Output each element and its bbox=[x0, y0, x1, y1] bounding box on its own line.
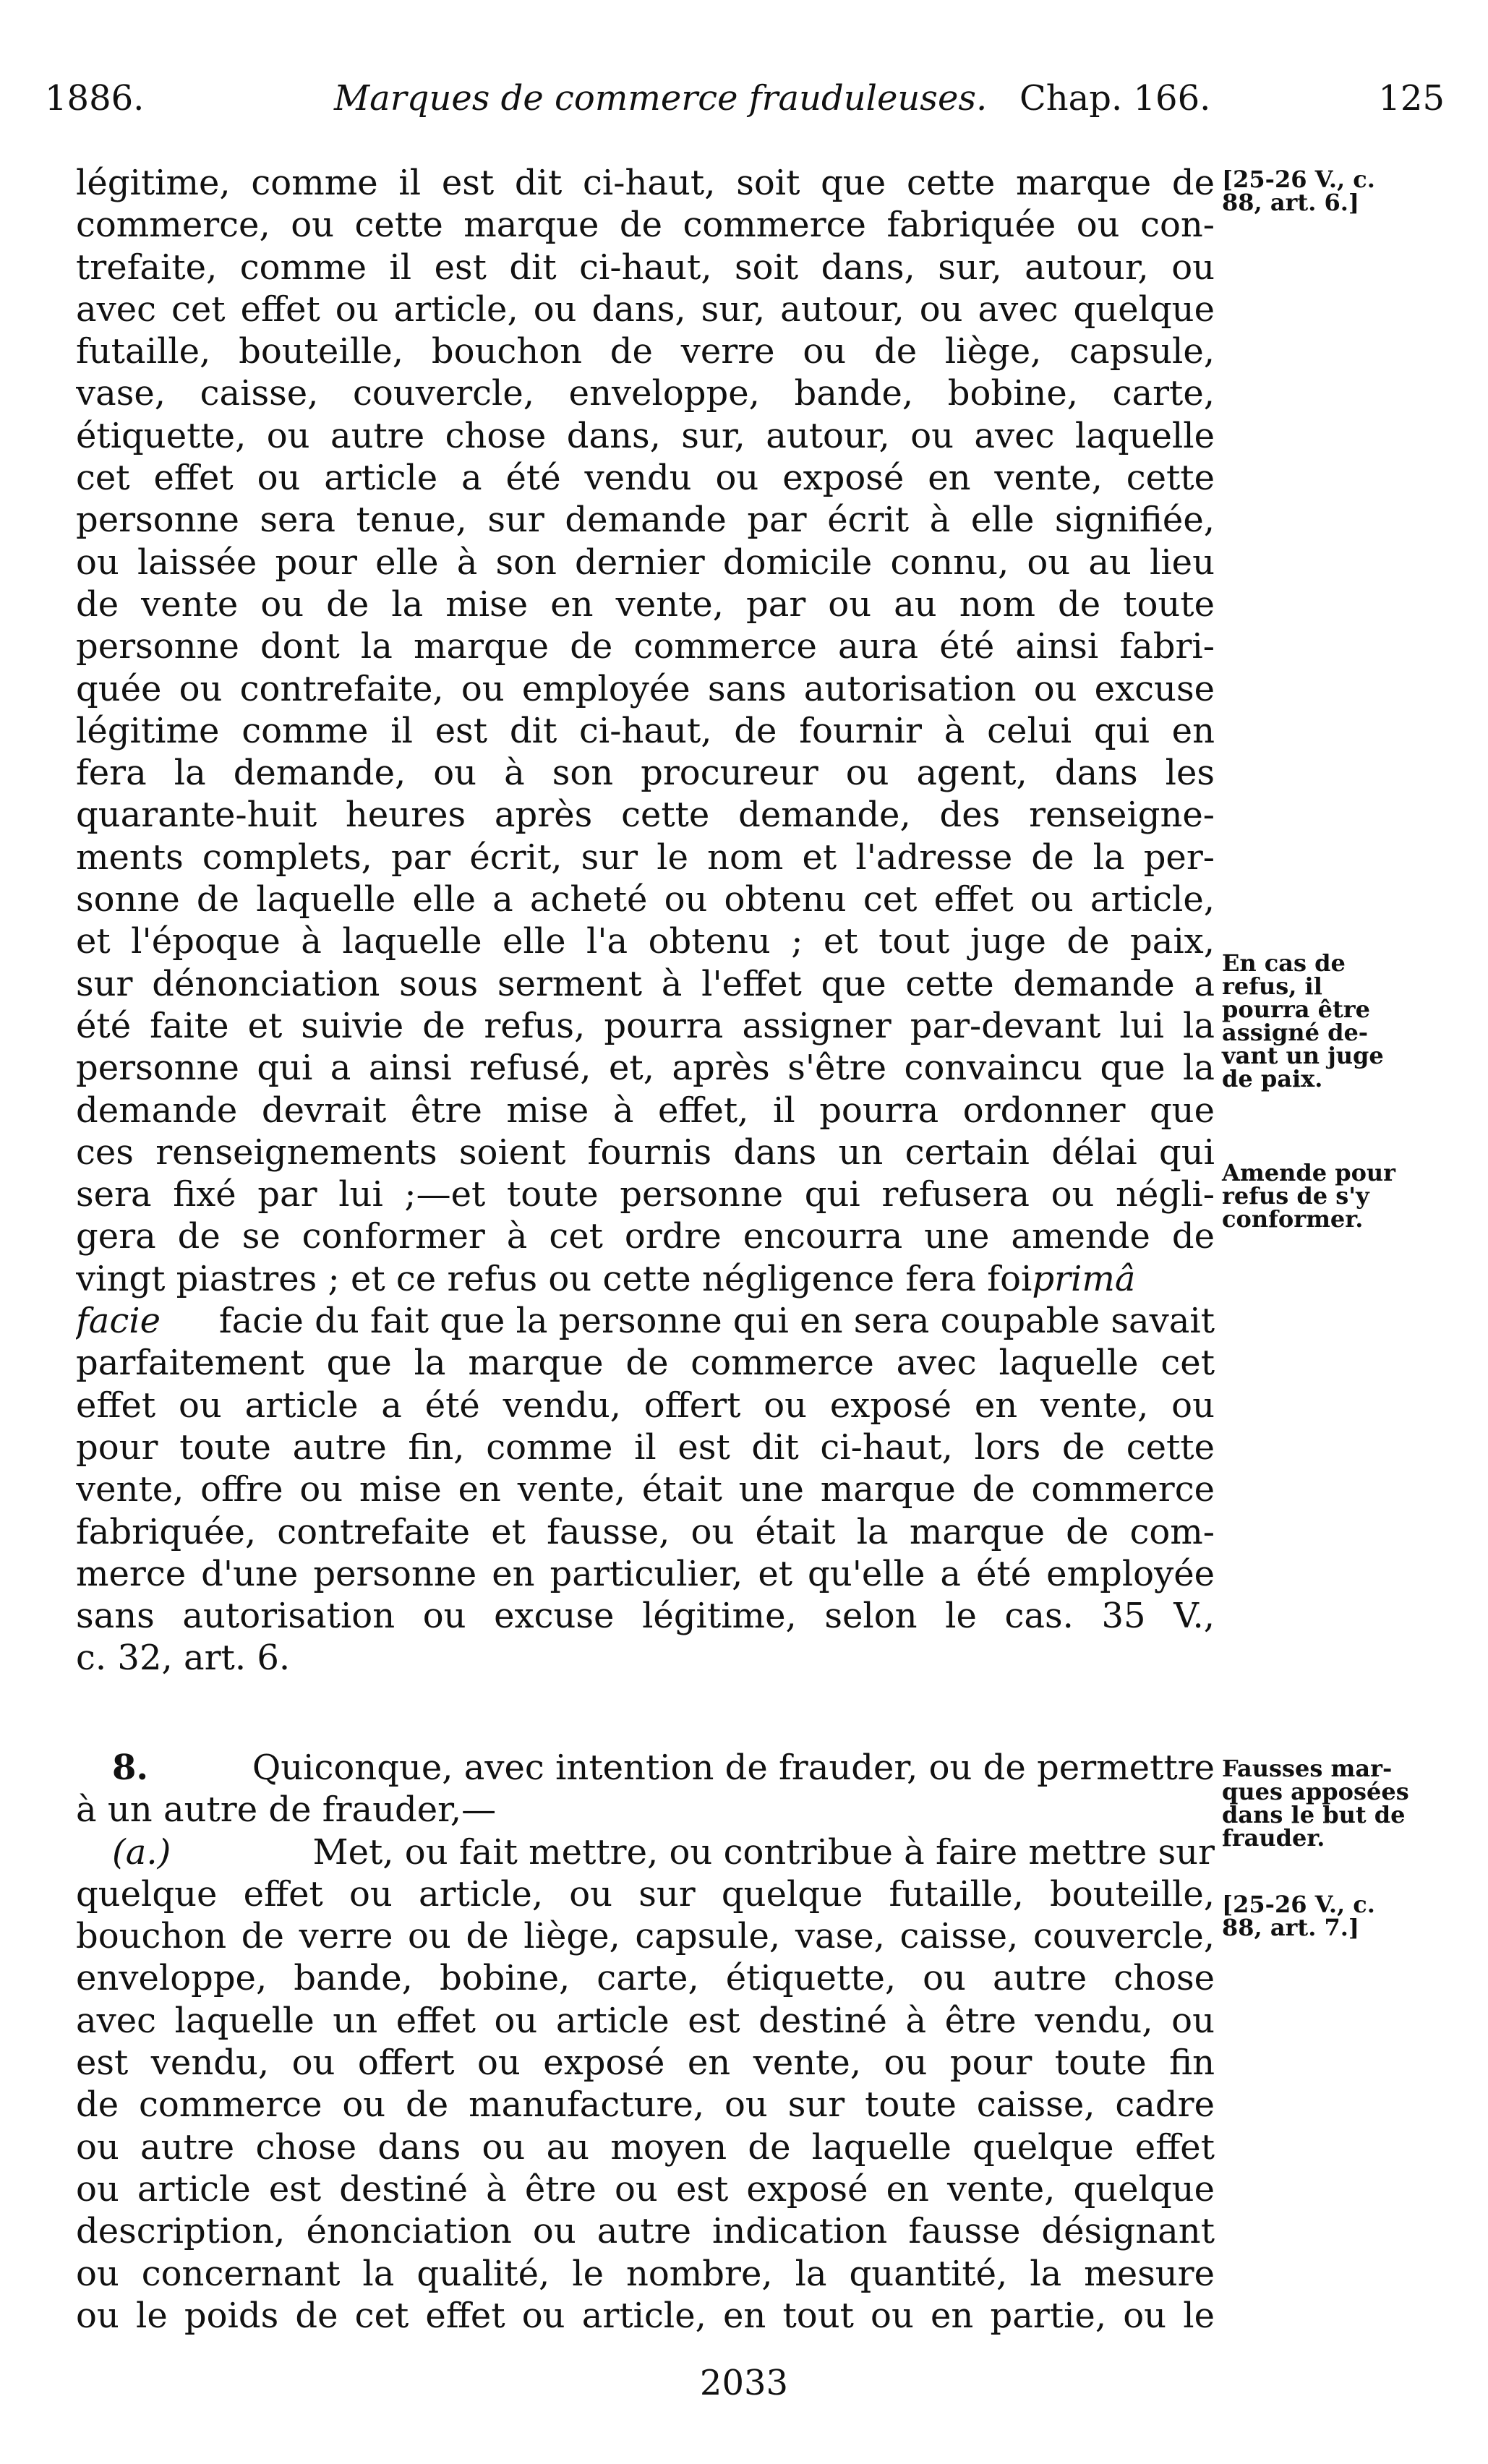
text-line: pour toute autre fin, comme il est dit ci-haut, lors de cette bbox=[76, 1426, 1215, 1468]
margin-note-line: vant un juge bbox=[1222, 1042, 1384, 1069]
text-line: personne sera tenue, sur demande par écrit à elle signifiée, bbox=[76, 500, 1215, 541]
text-line: futaille, bouteille, bouchon de verre ou de liège, capsule, bbox=[76, 331, 1215, 372]
margin-note-line: ques apposées bbox=[1222, 1778, 1409, 1805]
margin-note-line: 88, art. 7.] bbox=[1222, 1914, 1360, 1941]
text-line: c. 32, art. 6. bbox=[76, 1638, 291, 1679]
text-fragment: Met, ou fait mettre, ou contribue à faire mettre sur bbox=[312, 1831, 1215, 1873]
item-marker: (a.) bbox=[112, 1831, 171, 1873]
text-line: enveloppe, bande, bobine, carte, étiquette, ou autre chose bbox=[76, 1958, 1215, 1999]
text-line: de vente ou de la mise en vente, par ou au nom de toute bbox=[76, 583, 1215, 625]
section-opening-line bbox=[76, 1747, 1215, 1789]
margin-note-line: pourra être bbox=[1222, 996, 1370, 1023]
margin-note-citation-art6 bbox=[1222, 168, 1482, 214]
text-line: quée ou contrefaite, ou employée sans autorisation ou excuse bbox=[76, 668, 1215, 709]
margin-note-line: de paix. bbox=[1222, 1065, 1323, 1092]
margin-note-fine bbox=[1222, 1161, 1482, 1231]
text-line: sera fixé par lui ;—et toute personne qui refusera ou négli- bbox=[76, 1174, 1215, 1215]
italic-phrase: facie bbox=[76, 1301, 161, 1342]
text-line: légitime, comme il est dit ci-haut, soit que cette marque de bbox=[76, 163, 1215, 203]
text-line: quarante-huit heures après cette demande, des renseigne- bbox=[76, 795, 1215, 836]
text-line-with-italic bbox=[76, 1300, 1215, 1342]
text-line: merce d'une personne en particulier, et qu'elle a été employée bbox=[76, 1553, 1215, 1594]
text-line: ments complets, par écrit, sur le nom et l'adresse de la per- bbox=[76, 837, 1215, 878]
text-line: gera de se conformer à cet ordre encourra une amende de bbox=[76, 1216, 1215, 1257]
item-line bbox=[76, 1831, 1215, 1873]
text-line: bouchon de verre ou de liège, capsule, vase, caisse, couvercle, bbox=[76, 1916, 1215, 1957]
page-number: 125 bbox=[1378, 78, 1445, 119]
margin-note-false-marks bbox=[1222, 1755, 1482, 1852]
margin-note-line: refus, il bbox=[1222, 972, 1322, 1000]
margin-note-line: Amende pour bbox=[1222, 1159, 1396, 1186]
text-line: sonne de laquelle elle a acheté ou obtenu cet effet ou article, bbox=[76, 879, 1215, 920]
text-line: fera la demande, ou à son procureur ou agent, dans les bbox=[76, 753, 1215, 794]
text-line: été faite et suivie de refus, pourra assigner par-devant lui la bbox=[76, 1005, 1215, 1046]
text-line: ou concernant la qualité, le nombre, la quantité, la mesure bbox=[76, 2253, 1215, 2294]
text-line: ou article est destiné à être ou est exposé en vente, quelque bbox=[76, 2168, 1215, 2210]
text-line: personne dont la marque de commerce aura été ainsi fabri- bbox=[76, 626, 1215, 667]
margin-note-line: [25-26 V., c. bbox=[1222, 166, 1375, 193]
text-line: cet effet ou article a été vendu ou exposé en vente, cette bbox=[76, 458, 1215, 499]
text-line: ou autre chose dans ou au moyen de laquelle quelque effet bbox=[76, 2126, 1215, 2168]
margin-note-line: En cas de bbox=[1222, 949, 1346, 977]
text-line: étiquette, ou autre chose dans, sur, autour, ou avec laquelle bbox=[76, 415, 1215, 456]
header-chapter: Chap. 166. bbox=[1019, 78, 1211, 119]
margin-note-line: assigné de- bbox=[1222, 1019, 1369, 1046]
text-line: commerce, ou cette marque de commerce fabriquée ou con- bbox=[76, 205, 1215, 246]
text-line: fabriquée, contrefaite et fausse, ou était la marque de com- bbox=[76, 1511, 1215, 1552]
running-header bbox=[0, 78, 1488, 129]
italic-phrase: primâ bbox=[1032, 1258, 1136, 1299]
text-line: ou le poids de cet effet ou article, en tout ou en partie, ou le bbox=[76, 2295, 1215, 2336]
text-line: de commerce ou de manufacture, ou sur toute caisse, cadre bbox=[76, 2084, 1215, 2126]
margin-note-line: 88, art. 6.] bbox=[1222, 189, 1360, 216]
section-8 bbox=[76, 1747, 1215, 2337]
text-line: vente, offre ou mise en vente, était une marque de commerce bbox=[76, 1469, 1215, 1510]
header-title: Marques de commerce frauduleuses. bbox=[334, 78, 988, 119]
text-fragment: facie du fait que la personne qui en sera coupable savait bbox=[218, 1301, 1215, 1342]
margin-note-line: Fausses mar- bbox=[1222, 1755, 1393, 1782]
text-line: parfaitement que la marque de commerce avec laquelle cet bbox=[76, 1343, 1215, 1384]
margin-note-line: [25-26 V., c. bbox=[1222, 1891, 1375, 1918]
margin-note-line: refus de s'y bbox=[1222, 1182, 1369, 1210]
margin-note-refusal bbox=[1222, 951, 1482, 1090]
paragraph-continuation bbox=[76, 162, 1215, 1680]
signature-mark: 2033 bbox=[699, 2363, 789, 2403]
header-year: 1886. bbox=[45, 78, 145, 119]
text-line: avec cet effet ou article, ou dans, sur, autour, ou avec quelque bbox=[76, 288, 1215, 330]
text-line: ou laissée pour elle à son dernier domicile connu, ou au lieu bbox=[76, 542, 1215, 583]
text-line: quelque effet ou article, ou sur quelque futaille, bouteille, bbox=[76, 1873, 1215, 1915]
text-line: avec laquelle un effet ou article est destiné à être vendu, ou bbox=[76, 2000, 1215, 2041]
margin-note-citation-art7 bbox=[1222, 1893, 1482, 1939]
section-number: 8. bbox=[112, 1748, 149, 1788]
text-line: est vendu, ou offert ou exposé en vente, ou pour toute fin bbox=[76, 2042, 1215, 2084]
text-fragment: vingt piastres ; et ce refus ou cette négligence fera foi bbox=[76, 1258, 1032, 1299]
text-line: trefaite, comme il est dit ci-haut, soit dans, sur, autour, ou bbox=[76, 247, 1215, 288]
text-line: légitime comme il est dit ci-haut, de fournir à celui qui en bbox=[76, 710, 1215, 751]
text-line: personne qui a ainsi refusé, et, après s'être convaincu que la bbox=[76, 1048, 1215, 1089]
text-line: effet ou article a été vendu, offert ou exposé en vente, ou bbox=[76, 1385, 1215, 1426]
text-line: sans autorisation ou excuse légitime, selon le cas. 35 V., bbox=[76, 1596, 1215, 1637]
margin-note-line: conformer. bbox=[1222, 1205, 1364, 1233]
text-line: sur dénonciation sous serment à l'effet que cette demande a bbox=[76, 963, 1215, 1004]
text-line: demande devrait être mise à effet, il pourra ordonner que bbox=[76, 1090, 1215, 1131]
text-line: et l'époque à laquelle elle l'a obtenu ; et tout juge de paix, bbox=[76, 921, 1215, 962]
text-line: ces renseignements soient fournis dans un certain délai qui bbox=[76, 1132, 1215, 1173]
text-line: description, énonciation ou autre indication fausse désignant bbox=[76, 2211, 1215, 2252]
text-line: à un autre de frauder,— bbox=[76, 1789, 497, 1831]
text-fragment: Quiconque, avec intention de frauder, ou de permettre bbox=[252, 1748, 1215, 1788]
text-line-with-italic bbox=[76, 1258, 1215, 1300]
text-line: vase, caisse, couvercle, enveloppe, bande, bobine, carte, bbox=[76, 373, 1215, 414]
margin-note-line: dans le but de bbox=[1222, 1801, 1406, 1828]
margin-note-line: frauder. bbox=[1222, 1824, 1325, 1852]
